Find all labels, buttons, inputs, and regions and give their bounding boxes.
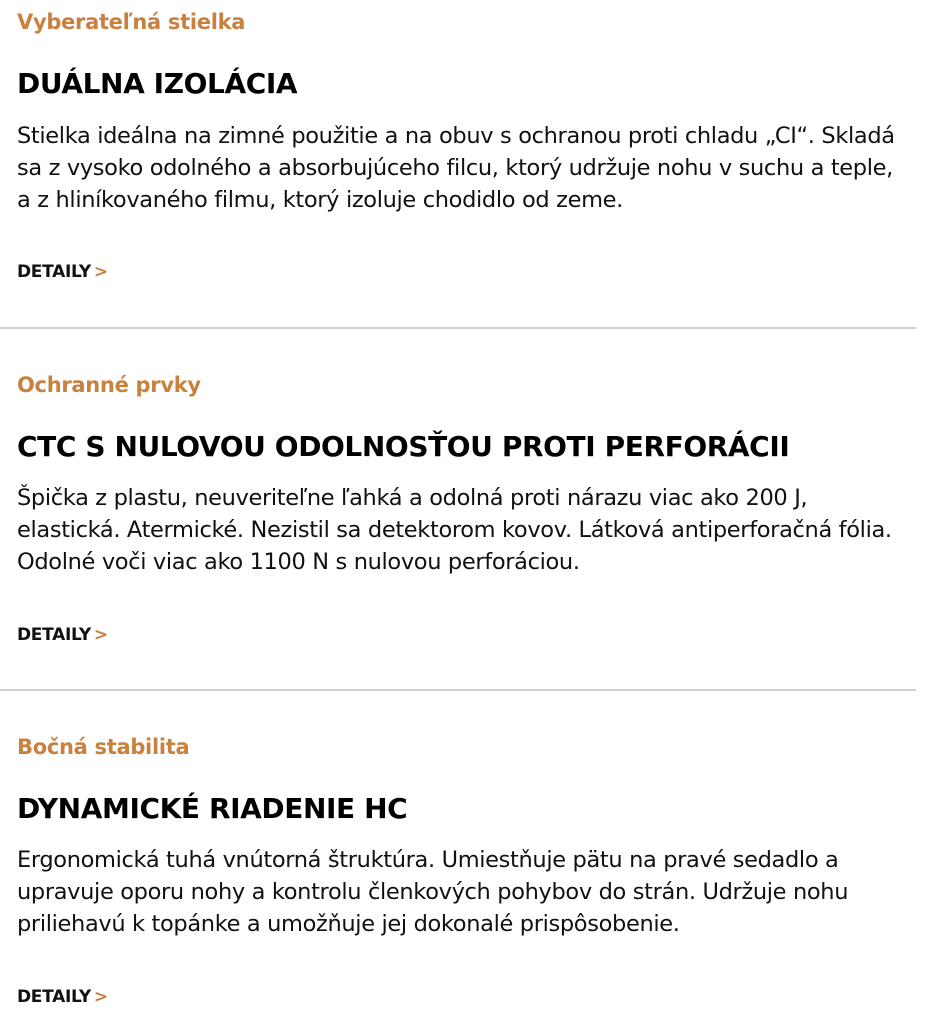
details-link-label: DETAILY bbox=[17, 987, 91, 1007]
section-divider bbox=[0, 327, 916, 329]
feature-category: Ochranné prvky bbox=[17, 373, 201, 397]
details-link-label: DETAILY bbox=[17, 625, 91, 645]
feature-category: Bočná stabilita bbox=[17, 735, 190, 759]
details-link[interactable] bbox=[17, 627, 108, 644]
details-link[interactable] bbox=[17, 264, 108, 281]
details-link[interactable] bbox=[17, 989, 108, 1006]
chevron-right-icon: > bbox=[93, 987, 108, 1007]
feature-description: Stielka ideálna na zimné použitie a na obuv s ochranou proti chladu „CI“. Skladá sa z vysoko odolného a absorbujúceho filcu, ktorý udržuje nohu v suchu a teple, a z hliníkovaného filmu, ktorý izoluje chodidlo od zeme. bbox=[17, 123, 895, 213]
feature-title: DYNAMICKÉ RIADENIE HC bbox=[17, 792, 408, 825]
feature-title: CTC S NULOVOU ODOLNOSŤOU PROTI PERFORÁCII bbox=[17, 430, 790, 463]
feature-category: Vyberateľná stielka bbox=[17, 10, 246, 34]
section-divider bbox=[0, 689, 916, 691]
feature-title: DUÁLNA IZOLÁCIA bbox=[17, 67, 298, 100]
chevron-right-icon: > bbox=[93, 625, 108, 645]
feature-description: Špička z plastu, neuveriteľne ľahká a odolná proti nárazu viac ako 200 J, elastická. Atermické. Nezistil sa detektorom kovov. Látková antiperforačná fólia. Odolné voči viac ako 1100 N s nulovou perforáciou. bbox=[17, 485, 892, 575]
chevron-right-icon: > bbox=[93, 262, 108, 282]
details-link-label: DETAILY bbox=[17, 262, 91, 282]
feature-description: Ergonomická tuhá vnútorná štruktúra. Umiestňuje pätu na pravé sedadlo a upravuje oporu nohy a kontrolu členkových pohybov do strán. Udržuje nohu priliehavú k topánke a umožňuje jej dokonalé prispôsobenie. bbox=[17, 847, 849, 937]
